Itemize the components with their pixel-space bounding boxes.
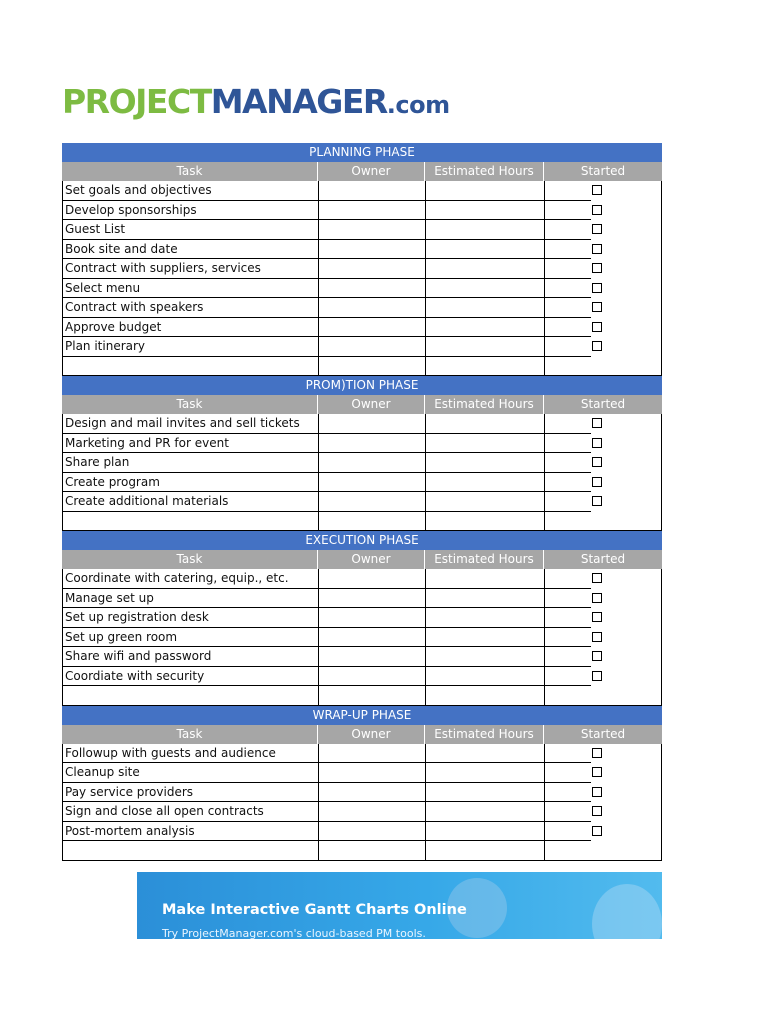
task-row (62, 337, 662, 357)
column-header-estimated-hours: Estimated Hours (425, 162, 544, 181)
task-name-cell[interactable]: Pay service providers (63, 783, 319, 803)
started-checkbox[interactable] (592, 787, 602, 797)
empty-task-row (62, 841, 662, 861)
task-name-cell[interactable]: Marketing and PR for event (63, 434, 319, 454)
owner-cell[interactable] (319, 589, 426, 609)
started-cell (545, 473, 661, 493)
task-row (62, 569, 662, 589)
column-header-owner: Owner (318, 725, 425, 744)
task-row (62, 608, 662, 628)
task-name-cell[interactable]: Design and mail invites and sell tickets (63, 414, 319, 434)
owner-cell[interactable] (319, 744, 426, 764)
started-checkbox[interactable] (592, 496, 602, 506)
empty-task-row (62, 686, 662, 706)
started-cell (545, 802, 661, 822)
started-cell (545, 841, 661, 861)
estimated-hours-cell[interactable] (426, 608, 545, 628)
task-row (62, 647, 662, 667)
started-checkbox[interactable] (592, 341, 602, 351)
estimated-hours-cell[interactable] (426, 181, 545, 201)
started-cell (545, 279, 661, 299)
phase-section (62, 531, 662, 706)
task-name-cell[interactable]: Develop sponsorships (63, 201, 319, 221)
owner-cell[interactable] (319, 181, 426, 201)
started-checkbox[interactable] (592, 185, 602, 195)
owner-cell[interactable] (319, 240, 426, 260)
started-checkbox[interactable] (592, 612, 602, 622)
started-cell (545, 337, 661, 357)
started-cell (545, 608, 661, 628)
projectmanager-logo (62, 82, 450, 122)
owner-cell[interactable] (319, 841, 426, 861)
task-row (62, 318, 662, 338)
banner-subtext: Try ProjectManager.com's cloud-based PM tools. (162, 927, 426, 939)
started-checkbox[interactable] (592, 457, 602, 467)
task-row (62, 822, 662, 842)
owner-cell[interactable] (319, 318, 426, 338)
task-name-cell[interactable] (63, 512, 319, 532)
estimated-hours-cell[interactable] (426, 841, 545, 861)
estimated-hours-cell[interactable] (426, 473, 545, 493)
task-row (62, 181, 662, 201)
task-name-cell[interactable]: Coordiate with security (63, 667, 319, 687)
estimated-hours-cell[interactable] (426, 414, 545, 434)
task-name-cell[interactable]: Sign and close all open contracts (63, 802, 319, 822)
phase-title: WRAP-UP PHASE (62, 706, 662, 725)
task-name-cell[interactable]: Select menu (63, 279, 319, 299)
owner-cell[interactable] (319, 434, 426, 454)
task-row (62, 201, 662, 221)
started-checkbox[interactable] (592, 438, 602, 448)
started-checkbox[interactable] (592, 573, 602, 583)
task-row (62, 414, 662, 434)
started-cell (545, 783, 661, 803)
started-checkbox[interactable] (592, 826, 602, 836)
started-cell (545, 220, 661, 240)
task-row (62, 240, 662, 260)
owner-cell[interactable] (319, 647, 426, 667)
started-cell (545, 181, 661, 201)
estimated-hours-cell[interactable] (426, 434, 545, 454)
started-cell (545, 259, 661, 279)
estimated-hours-cell[interactable] (426, 744, 545, 764)
phase-title: PROM)TION PHASE (62, 376, 662, 395)
task-row (62, 589, 662, 609)
started-checkbox[interactable] (592, 302, 602, 312)
owner-cell[interactable] (319, 608, 426, 628)
column-header-started: Started (580, 726, 626, 741)
started-cell (545, 744, 661, 764)
task-name-cell[interactable]: Share wifi and password (63, 647, 319, 667)
started-checkbox[interactable] (592, 651, 602, 661)
started-checkbox[interactable] (592, 593, 602, 603)
estimated-hours-cell[interactable] (426, 279, 545, 299)
task-name-cell[interactable]: Book site and date (63, 240, 319, 260)
owner-cell[interactable] (319, 473, 426, 493)
owner-cell[interactable] (319, 512, 426, 532)
estimated-hours-cell[interactable] (426, 259, 545, 279)
estimated-hours-cell[interactable] (426, 628, 545, 648)
owner-cell[interactable] (319, 357, 426, 377)
estimated-hours-cell[interactable] (426, 357, 545, 377)
task-row (62, 473, 662, 493)
task-row (62, 744, 662, 764)
estimated-hours-cell[interactable] (426, 492, 545, 512)
estimated-hours-cell[interactable] (426, 318, 545, 338)
task-name-cell[interactable]: Contract with speakers (63, 298, 319, 318)
column-header-owner: Owner (318, 395, 425, 414)
task-name-cell[interactable]: Set goals and objectives (63, 181, 319, 201)
empty-task-row (62, 512, 662, 532)
owner-cell[interactable] (319, 628, 426, 648)
owner-cell[interactable] (319, 492, 426, 512)
started-checkbox[interactable] (592, 205, 602, 215)
started-checkbox[interactable] (592, 283, 602, 293)
column-header-owner: Owner (318, 162, 425, 181)
started-checkbox[interactable] (592, 224, 602, 234)
gantt-ad-banner[interactable] (137, 872, 662, 939)
column-header-task: Task (62, 550, 318, 569)
column-header-task: Task (62, 725, 318, 744)
started-cell (545, 569, 661, 589)
estimated-hours-cell[interactable] (426, 240, 545, 260)
column-header-owner: Owner (318, 550, 425, 569)
owner-cell[interactable] (319, 822, 426, 842)
task-row (62, 802, 662, 822)
owner-cell[interactable] (319, 337, 426, 357)
task-row (62, 259, 662, 279)
column-header-started: Started (580, 164, 626, 178)
estimated-hours-cell[interactable] (426, 802, 545, 822)
column-header-started: Started (580, 397, 626, 411)
started-cell (545, 357, 661, 377)
started-cell (545, 589, 661, 609)
task-name-cell[interactable] (63, 357, 319, 377)
banner-headline: Make Interactive Gantt Charts Online (162, 902, 467, 918)
column-header-row (62, 162, 662, 181)
column-header-row (62, 550, 662, 569)
task-name-cell[interactable]: Guest List (63, 220, 319, 240)
started-cell (545, 628, 661, 648)
estimated-hours-cell[interactable] (426, 763, 545, 783)
started-checkbox[interactable] (592, 671, 602, 681)
task-name-cell[interactable]: Set up green room (63, 628, 319, 648)
started-cell (545, 414, 661, 434)
estimated-hours-cell[interactable] (426, 647, 545, 667)
owner-cell[interactable] (319, 259, 426, 279)
task-row (62, 492, 662, 512)
started-cell (545, 686, 661, 706)
task-name-cell[interactable]: Coordinate with catering, equip., etc. (63, 569, 319, 589)
started-cell (545, 453, 661, 473)
started-cell (545, 201, 661, 221)
started-cell (545, 647, 661, 667)
task-name-cell[interactable]: Approve budget (63, 318, 319, 338)
owner-cell[interactable] (319, 201, 426, 221)
started-checkbox[interactable] (592, 244, 602, 254)
logo-part-com: .com (386, 91, 450, 119)
task-name-cell[interactable]: Set up registration desk (63, 608, 319, 628)
task-row (62, 628, 662, 648)
estimated-hours-cell[interactable] (426, 337, 545, 357)
estimated-hours-cell[interactable] (426, 220, 545, 240)
logo-part-project: PROJECT (62, 82, 211, 121)
estimated-hours-cell[interactable] (426, 686, 545, 706)
task-row (62, 279, 662, 299)
estimated-hours-cell[interactable] (426, 589, 545, 609)
task-name-cell[interactable] (63, 841, 319, 861)
column-header-task: Task (62, 162, 318, 181)
owner-cell[interactable] (319, 569, 426, 589)
estimated-hours-cell[interactable] (426, 783, 545, 803)
owner-cell[interactable] (319, 667, 426, 687)
started-checkbox[interactable] (592, 322, 602, 332)
started-cell (545, 763, 661, 783)
started-checkbox[interactable] (592, 767, 602, 777)
owner-cell[interactable] (319, 763, 426, 783)
phase-title: EXECUTION PHASE (62, 531, 662, 550)
task-name-cell[interactable]: Create program (63, 473, 319, 493)
task-name-cell[interactable] (63, 686, 319, 706)
banner-image-decoration (592, 884, 662, 939)
phase-section (62, 706, 662, 861)
estimated-hours-cell[interactable] (426, 822, 545, 842)
empty-task-row (62, 357, 662, 377)
task-name-cell[interactable]: Cleanup site (63, 763, 319, 783)
estimated-hours-cell[interactable] (426, 201, 545, 221)
estimated-hours-cell[interactable] (426, 512, 545, 532)
column-header-task: Task (62, 395, 318, 414)
task-row (62, 783, 662, 803)
task-name-cell[interactable]: Plan itinerary (63, 337, 319, 357)
owner-cell[interactable] (319, 686, 426, 706)
started-checkbox[interactable] (592, 418, 602, 428)
column-header-started: Started (580, 552, 626, 566)
task-row (62, 298, 662, 318)
task-name-cell[interactable]: Followup with guests and audience (63, 744, 319, 764)
checklist-sheet (62, 143, 662, 861)
task-name-cell[interactable]: Contract with suppliers, services (63, 259, 319, 279)
owner-cell[interactable] (319, 802, 426, 822)
task-name-cell[interactable]: Create additional materials (63, 492, 319, 512)
started-checkbox[interactable] (592, 748, 602, 758)
logo-part-manager: MANAGER (210, 82, 387, 121)
column-header-estimated-hours: Estimated Hours (425, 395, 544, 414)
started-checkbox[interactable] (592, 806, 602, 816)
owner-cell[interactable] (319, 453, 426, 473)
task-row (62, 453, 662, 473)
owner-cell[interactable] (319, 298, 426, 318)
owner-cell[interactable] (319, 414, 426, 434)
task-name-cell[interactable]: Share plan (63, 453, 319, 473)
estimated-hours-cell[interactable] (426, 298, 545, 318)
task-row (62, 667, 662, 687)
task-row (62, 434, 662, 454)
task-name-cell[interactable]: Manage set up (63, 589, 319, 609)
owner-cell[interactable] (319, 279, 426, 299)
estimated-hours-cell[interactable] (426, 667, 545, 687)
started-cell (545, 492, 661, 512)
started-checkbox[interactable] (592, 263, 602, 273)
task-name-cell[interactable]: Post-mortem analysis (63, 822, 319, 842)
started-checkbox[interactable] (592, 632, 602, 642)
started-checkbox[interactable] (592, 477, 602, 487)
owner-cell[interactable] (319, 783, 426, 803)
task-row (62, 763, 662, 783)
estimated-hours-cell[interactable] (426, 453, 545, 473)
started-cell (545, 434, 661, 454)
column-header-estimated-hours: Estimated Hours (425, 550, 544, 569)
column-header-row (62, 395, 662, 414)
phase-section (62, 376, 662, 531)
started-cell (545, 512, 661, 532)
owner-cell[interactable] (319, 220, 426, 240)
phase-title: PLANNING PHASE (62, 143, 662, 162)
started-cell (545, 667, 661, 687)
estimated-hours-cell[interactable] (426, 569, 545, 589)
phase-section (62, 143, 662, 376)
column-header-estimated-hours: Estimated Hours (425, 725, 544, 744)
started-cell (545, 298, 661, 318)
task-row (62, 220, 662, 240)
started-cell (545, 822, 661, 842)
started-cell (545, 318, 661, 338)
column-header-row (62, 725, 662, 744)
started-cell (545, 240, 661, 260)
